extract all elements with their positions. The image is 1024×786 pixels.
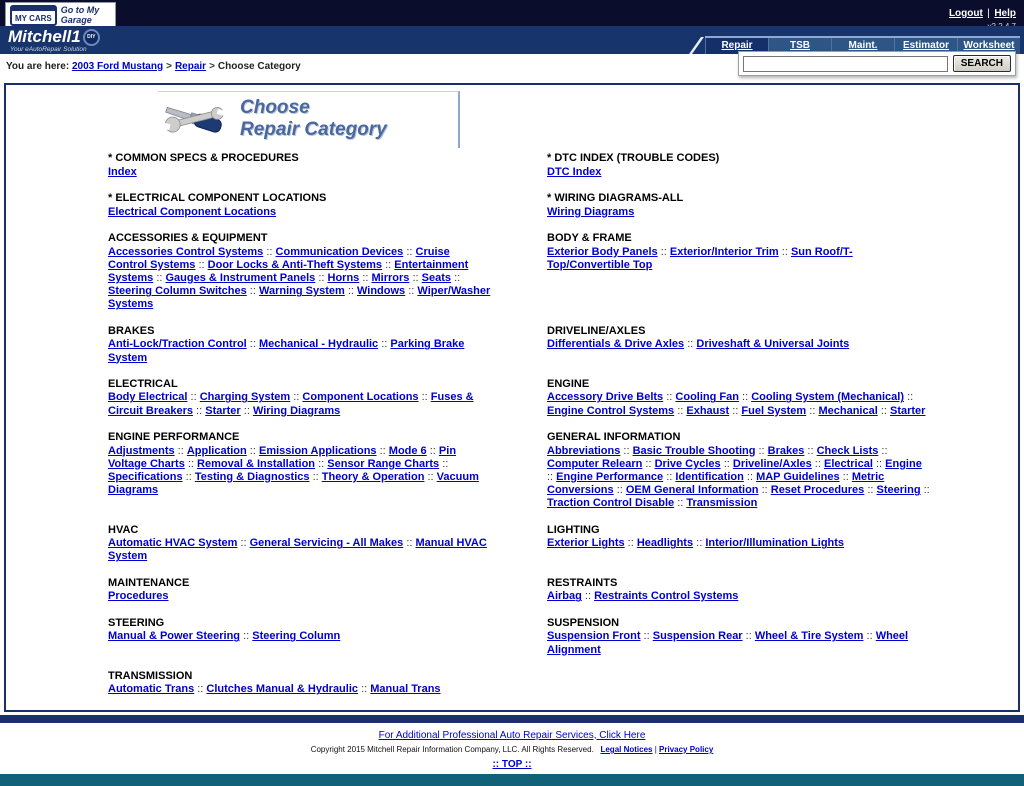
category-section (547, 617, 930, 657)
category-link[interactable]: Driveline/Axles (732, 457, 812, 470)
category-cell-left (108, 378, 519, 431)
license-plate-icon: MY CARS (10, 5, 57, 26)
category-link[interactable]: Index (108, 165, 137, 178)
category-link[interactable]: Electrical (823, 457, 873, 470)
crossed-tools-icon (162, 96, 228, 142)
link-separator: :: (758, 484, 771, 497)
category-link[interactable]: Metric Conversions (547, 470, 885, 497)
link-separator: :: (187, 391, 200, 404)
category-section (547, 431, 930, 511)
category-heading: SUSPENSION (547, 616, 620, 629)
category-heading: ENGINE PERFORMANCE (108, 430, 240, 443)
category-section (108, 152, 491, 179)
search-box (738, 51, 1016, 76)
category-section (108, 617, 491, 644)
privacy-policy-link[interactable]: Privacy Policy (659, 745, 714, 755)
category-links (108, 166, 491, 179)
category-link[interactable]: General Servicing - All Makes (249, 537, 404, 550)
category-link[interactable]: Suspension Rear (652, 630, 743, 643)
category-link[interactable]: Starter (890, 404, 926, 417)
category-heading: * ELECTRICAL COMPONENT LOCATIONS (108, 191, 327, 204)
link-separator: :: (174, 444, 187, 457)
category-link[interactable]: Steering Column (252, 630, 341, 643)
link-separator: :: (684, 338, 697, 351)
category-links (547, 246, 930, 272)
category-cell-left (108, 524, 519, 577)
legal-notices-link[interactable]: Legal Notices (600, 745, 653, 755)
category-link[interactable]: Adjustments (108, 444, 175, 457)
category-links (108, 246, 491, 312)
link-separator: :: (674, 404, 687, 417)
link-separator: :: (642, 457, 655, 470)
link-separator: :: (315, 457, 328, 470)
category-row (108, 232, 930, 325)
category-link[interactable]: Wheel Alignment (547, 630, 909, 656)
link-separator: :: (674, 497, 687, 510)
category-cell-left (108, 431, 519, 524)
breadcrumb-separator: > (166, 61, 172, 72)
category-heading: GENERAL INFORMATION (547, 430, 681, 443)
category-link[interactable]: Basic Trouble Shooting (632, 444, 756, 457)
link-separator: :: (439, 457, 449, 470)
category-link[interactable]: MAP Guidelines (756, 470, 840, 483)
breadcrumb-item: Choose Category (217, 61, 301, 72)
category-link[interactable]: Wiring Diagrams (547, 205, 635, 218)
footer (0, 723, 1024, 773)
category-link[interactable]: OEM General Information (625, 484, 759, 497)
link-separator: :: (358, 683, 371, 696)
category-heading: BRAKES (108, 324, 155, 337)
link-separator: :: (920, 484, 930, 497)
link-separator: :: (359, 272, 372, 284)
category-section (108, 577, 491, 604)
category-link[interactable]: Anti-Lock/Traction Control (108, 338, 247, 351)
link-separator: :: (240, 630, 253, 643)
category-heading: STEERING (108, 616, 165, 629)
category-link[interactable]: Transmission (686, 497, 758, 510)
link-separator: :: (194, 683, 207, 696)
breadcrumb-items (72, 61, 301, 72)
category-links (108, 391, 491, 417)
category-link[interactable]: Sensor Range Charts (327, 457, 440, 470)
footer-link-divider: | (654, 745, 657, 755)
category-cell-left (108, 670, 519, 710)
category-cell-right (519, 378, 930, 431)
breadcrumb-item[interactable]: Repair (174, 61, 207, 72)
category-link[interactable]: Drive Cycles (654, 457, 721, 470)
category-cell-right (519, 431, 930, 524)
link-separator: :: (246, 338, 259, 351)
category-heading: * WIRING DIAGRAMS-ALL (547, 191, 684, 204)
category-link[interactable]: Parking Brake System (108, 338, 465, 364)
category-link[interactable]: Communication Devices (275, 245, 404, 258)
link-separator: :: (864, 484, 877, 497)
top-utility-bar (0, 0, 1024, 26)
category-heading: TRANSMISSION (108, 669, 193, 682)
category-link[interactable]: Headlights (636, 537, 694, 550)
link-separator: :: (403, 537, 416, 550)
category-link[interactable]: Procedures (108, 590, 169, 603)
breadcrumb-row (0, 54, 1024, 81)
category-cell-left (108, 152, 519, 192)
breadcrumb-prefix: You are here: (6, 61, 70, 72)
category-row (108, 617, 930, 670)
link-separator: :: (839, 470, 852, 483)
category-link[interactable]: Horns (327, 272, 360, 284)
category-link[interactable]: Vacuum Diagrams (108, 470, 479, 497)
category-links (108, 537, 491, 563)
category-heading: ACCESSORIES & EQUIPMENT (108, 231, 268, 244)
mitchell1-logo (8, 27, 100, 47)
category-link[interactable]: Suspension Front (547, 630, 641, 643)
link-separator: :: (315, 272, 328, 284)
link-separator: :: (738, 391, 752, 404)
category-link[interactable]: Sun Roof/T-Top/Convertible Top (547, 245, 853, 271)
category-link[interactable]: Application (186, 444, 247, 457)
category-link[interactable]: Fuel System (741, 404, 807, 417)
category-link[interactable]: Specifications (108, 470, 183, 483)
category-link[interactable]: Automatic Trans (108, 683, 195, 696)
category-link[interactable]: Emission Applications (258, 444, 377, 457)
category-links (108, 683, 491, 696)
link-separator: :: (193, 404, 206, 417)
link-divider: | (987, 8, 990, 19)
category-link[interactable]: Exterior Lights (547, 537, 625, 550)
link-separator: :: (755, 444, 768, 457)
link-separator: :: (720, 457, 733, 470)
category-link[interactable]: Mechanical (818, 404, 878, 417)
page-title-line2: Repair Category (240, 119, 387, 140)
category-link[interactable]: Starter (205, 404, 241, 417)
category-section (547, 152, 930, 179)
brand-bar (0, 26, 1024, 54)
diagonal-divider (689, 37, 704, 54)
logout-link[interactable]: Logout (948, 8, 983, 19)
link-separator: :: (195, 258, 208, 271)
breadcrumb-item[interactable]: 2003 Ford Mustang (71, 61, 164, 72)
link-separator: :: (409, 272, 422, 284)
brand-name: Mitchell1 (8, 27, 81, 46)
category-link[interactable]: Computer Relearn (547, 457, 643, 470)
link-separator: :: (663, 470, 676, 483)
copyright-line (0, 745, 1024, 754)
category-section (547, 232, 930, 272)
link-separator: :: (246, 285, 259, 298)
category-link[interactable]: Wiper/Washer Systems (108, 285, 491, 311)
main-content (4, 83, 1020, 712)
link-separator: :: (640, 630, 653, 643)
page-title-line1: Choose (240, 96, 310, 118)
tab-estimator[interactable]: Estimator (894, 38, 957, 54)
category-heading: * DTC INDEX (TROUBLE CODES) (547, 152, 720, 164)
category-link[interactable]: Theory & Operation (321, 470, 425, 483)
category-row (108, 325, 930, 378)
category-link[interactable]: Engine (885, 457, 922, 470)
category-links (547, 391, 930, 417)
category-link[interactable]: Windows (357, 285, 406, 298)
category-link[interactable]: Engine Performance (556, 470, 664, 483)
link-separator: :: (290, 391, 303, 404)
category-link[interactable]: Testing & Diagnostics (194, 470, 310, 483)
breadcrumb (6, 61, 301, 72)
tab-tsb[interactable]: TSB (768, 38, 831, 54)
category-link[interactable]: Interior/Illumination Lights (705, 537, 845, 550)
category-link[interactable]: Mirrors (371, 272, 410, 284)
category-heading: * COMMON SPECS & PROCEDURES (108, 152, 299, 164)
category-link[interactable]: Differentials & Drive Axles (547, 338, 685, 351)
category-section (108, 670, 491, 697)
link-separator: :: (877, 404, 890, 417)
link-separator: :: (904, 391, 914, 404)
category-heading: HVAC (108, 523, 139, 536)
category-link[interactable]: Airbag (547, 590, 582, 603)
category-cell-right (519, 325, 930, 378)
help-link[interactable]: Help (994, 8, 1016, 19)
category-link[interactable]: Driveshaft & Universal Joints (696, 338, 850, 351)
category-row (108, 192, 930, 232)
category-link[interactable]: Reset Procedures (770, 484, 865, 497)
category-links (547, 537, 930, 550)
category-cell-right (519, 577, 930, 617)
category-heading: ENGINE (547, 377, 590, 390)
category-links (547, 630, 930, 656)
category-cell-left (108, 617, 519, 670)
go-to-my-garage-button[interactable] (5, 2, 116, 29)
link-separator: :: (382, 258, 395, 271)
category-link[interactable]: Pin Voltage Charts (108, 444, 457, 470)
link-separator: :: (418, 391, 431, 404)
link-separator: :: (182, 470, 195, 483)
link-separator: :: (778, 245, 791, 258)
link-separator: :: (863, 630, 876, 643)
link-separator: :: (693, 537, 706, 550)
category-row (108, 431, 930, 524)
category-heading: MAINTENANCE (108, 576, 190, 589)
category-cell-right (519, 524, 930, 577)
category-cell-left (108, 577, 519, 617)
link-separator: :: (663, 391, 676, 404)
link-separator: :: (263, 245, 276, 258)
category-links (547, 166, 930, 179)
category-heading: BODY & FRAME (547, 231, 632, 244)
category-section (108, 378, 491, 418)
category-link[interactable]: Traction Control Disable (547, 497, 675, 510)
link-separator: :: (657, 245, 670, 258)
category-link[interactable]: Cruise Control Systems (108, 245, 450, 271)
category-table (108, 152, 930, 710)
link-separator: :: (344, 285, 357, 298)
category-link[interactable]: Removal & Installation (197, 457, 316, 470)
category-cell-right (519, 617, 930, 670)
additional-services-link[interactable]: For Additional Professional Auto Repair Services, Click Here (378, 729, 646, 741)
link-separator: :: (806, 404, 819, 417)
category-link[interactable]: Mode 6 (388, 444, 427, 457)
category-link[interactable]: Accessory Drive Belts (547, 391, 664, 404)
copyright-text: Copyright 2015 Mitchell Repair Information Company, LLC. All Rights Reserved. (310, 745, 594, 755)
category-section (108, 524, 491, 564)
link-separator: :: (547, 470, 557, 483)
link-separator: :: (581, 590, 595, 603)
footer-navy-bar (0, 715, 1024, 723)
link-separator: :: (405, 285, 418, 298)
category-cell-right (519, 152, 930, 192)
search-input[interactable] (743, 56, 948, 72)
category-link[interactable]: Charging System (199, 391, 291, 404)
category-row (108, 378, 930, 431)
category-links (108, 590, 491, 603)
category-link[interactable]: Cooling Fan (675, 391, 739, 404)
diy-badge-icon: DIY (83, 29, 100, 46)
link-separator: :: (811, 457, 824, 470)
link-separator: :: (240, 404, 253, 417)
category-link[interactable]: DTC Index (547, 165, 602, 178)
link-separator: :: (424, 470, 437, 483)
garage-button-label: Go to My Garage (60, 5, 100, 25)
category-link[interactable]: Fuses & Circuit Breakers (108, 391, 474, 417)
category-links (108, 338, 491, 364)
brand-tagline: Your eAutoRepair Solution (10, 46, 87, 53)
category-cell-left (108, 192, 519, 232)
category-row (108, 577, 930, 617)
category-cell-left (108, 325, 519, 378)
category-link[interactable]: Manual HVAC System (108, 537, 487, 563)
category-link[interactable]: Seats (421, 272, 452, 284)
link-separator: :: (624, 537, 637, 550)
category-heading: RESTRAINTS (547, 576, 618, 589)
category-heading: DRIVELINE/AXLES (547, 324, 646, 337)
category-links (108, 206, 491, 219)
category-row (108, 152, 930, 192)
category-link[interactable]: Brakes (767, 444, 805, 457)
category-section (547, 524, 930, 551)
tab-repair[interactable]: Repair (705, 38, 768, 54)
link-separator: :: (451, 272, 461, 284)
category-link[interactable]: Electrical Component Locations (108, 205, 277, 218)
link-separator: :: (620, 444, 633, 457)
category-section (547, 378, 930, 418)
category-link[interactable]: Identification (675, 470, 744, 483)
category-link[interactable]: Component Locations (302, 391, 419, 404)
category-links (547, 445, 930, 511)
link-separator: :: (872, 457, 886, 470)
category-link[interactable]: Manual & Power Steering (108, 630, 241, 643)
tab-worksheet[interactable]: Worksheet (957, 38, 1020, 54)
category-cell-right (519, 232, 930, 325)
category-links (108, 445, 491, 498)
breadcrumb-separator: > (209, 61, 215, 72)
footer-teal-bar (0, 774, 1024, 786)
category-section (547, 192, 930, 219)
link-separator: :: (426, 444, 439, 457)
category-link[interactable]: Wiring Diagrams (252, 404, 341, 417)
link-separator: :: (246, 444, 259, 457)
category-section (547, 577, 930, 604)
category-cell-right (519, 670, 930, 710)
category-link[interactable]: Wheel & Tire System (754, 630, 864, 643)
category-row (108, 670, 930, 710)
category-link[interactable]: Accessories Control Systems (108, 245, 264, 258)
category-link[interactable]: Door Locks & Anti-Theft Systems (207, 258, 383, 271)
link-separator: :: (729, 404, 742, 417)
link-separator: :: (878, 444, 888, 457)
category-section (547, 325, 930, 352)
category-link[interactable]: Check Lists (816, 444, 879, 457)
link-separator: :: (378, 338, 391, 351)
category-link[interactable]: Body Electrical (108, 391, 188, 404)
category-link[interactable]: Restraints Control Systems (594, 590, 739, 603)
category-link[interactable]: Cooling System (Mechanical) (751, 391, 905, 404)
category-link[interactable]: Gauges & Instrument Panels (165, 272, 316, 284)
category-link[interactable]: Steering Column Switches (108, 285, 247, 298)
category-link[interactable]: Manual Trans (370, 683, 441, 696)
category-links (547, 206, 930, 219)
tab-maint-[interactable]: Maint. (831, 38, 894, 54)
page-header (158, 91, 460, 148)
category-link[interactable]: Abbreviations (547, 444, 621, 457)
category-section (108, 325, 491, 365)
search-button[interactable]: SEARCH (953, 55, 1011, 72)
category-section (108, 232, 491, 312)
category-link[interactable]: Clutches Manual & Hydraulic (206, 683, 359, 696)
category-link[interactable]: Mechanical - Hydraulic (258, 338, 379, 351)
back-to-top-link[interactable]: :: TOP :: (492, 759, 532, 771)
link-separator: :: (309, 470, 322, 483)
link-separator: :: (613, 484, 626, 497)
category-link[interactable]: Entertainment Systems (108, 258, 469, 284)
page-title (240, 97, 387, 142)
category-heading: LIGHTING (547, 523, 600, 536)
link-separator: :: (184, 457, 198, 470)
category-row (108, 524, 930, 577)
category-section (108, 192, 491, 219)
category-links (547, 338, 930, 351)
category-link[interactable]: Exterior/Interior Trim (669, 245, 779, 258)
category-link[interactable]: Engine Control Systems (547, 404, 675, 417)
category-link[interactable]: Steering (876, 484, 921, 497)
category-cell-right (519, 192, 930, 232)
category-link[interactable]: Automatic HVAC System (108, 537, 238, 550)
category-cell-left (108, 232, 519, 325)
link-separator: :: (403, 245, 416, 258)
category-link[interactable]: Warning System (258, 285, 345, 298)
link-separator: :: (153, 272, 166, 284)
link-separator: :: (237, 537, 250, 550)
category-links (547, 590, 930, 603)
category-links (108, 630, 491, 643)
link-separator: :: (804, 444, 817, 457)
category-heading: ELECTRICAL (108, 377, 178, 390)
link-separator: :: (376, 444, 389, 457)
category-link[interactable]: Exhaust (686, 404, 730, 417)
link-separator: :: (743, 470, 757, 483)
link-separator: :: (742, 630, 755, 643)
category-section (108, 431, 491, 498)
category-link[interactable]: Exterior Body Panels (547, 245, 658, 258)
